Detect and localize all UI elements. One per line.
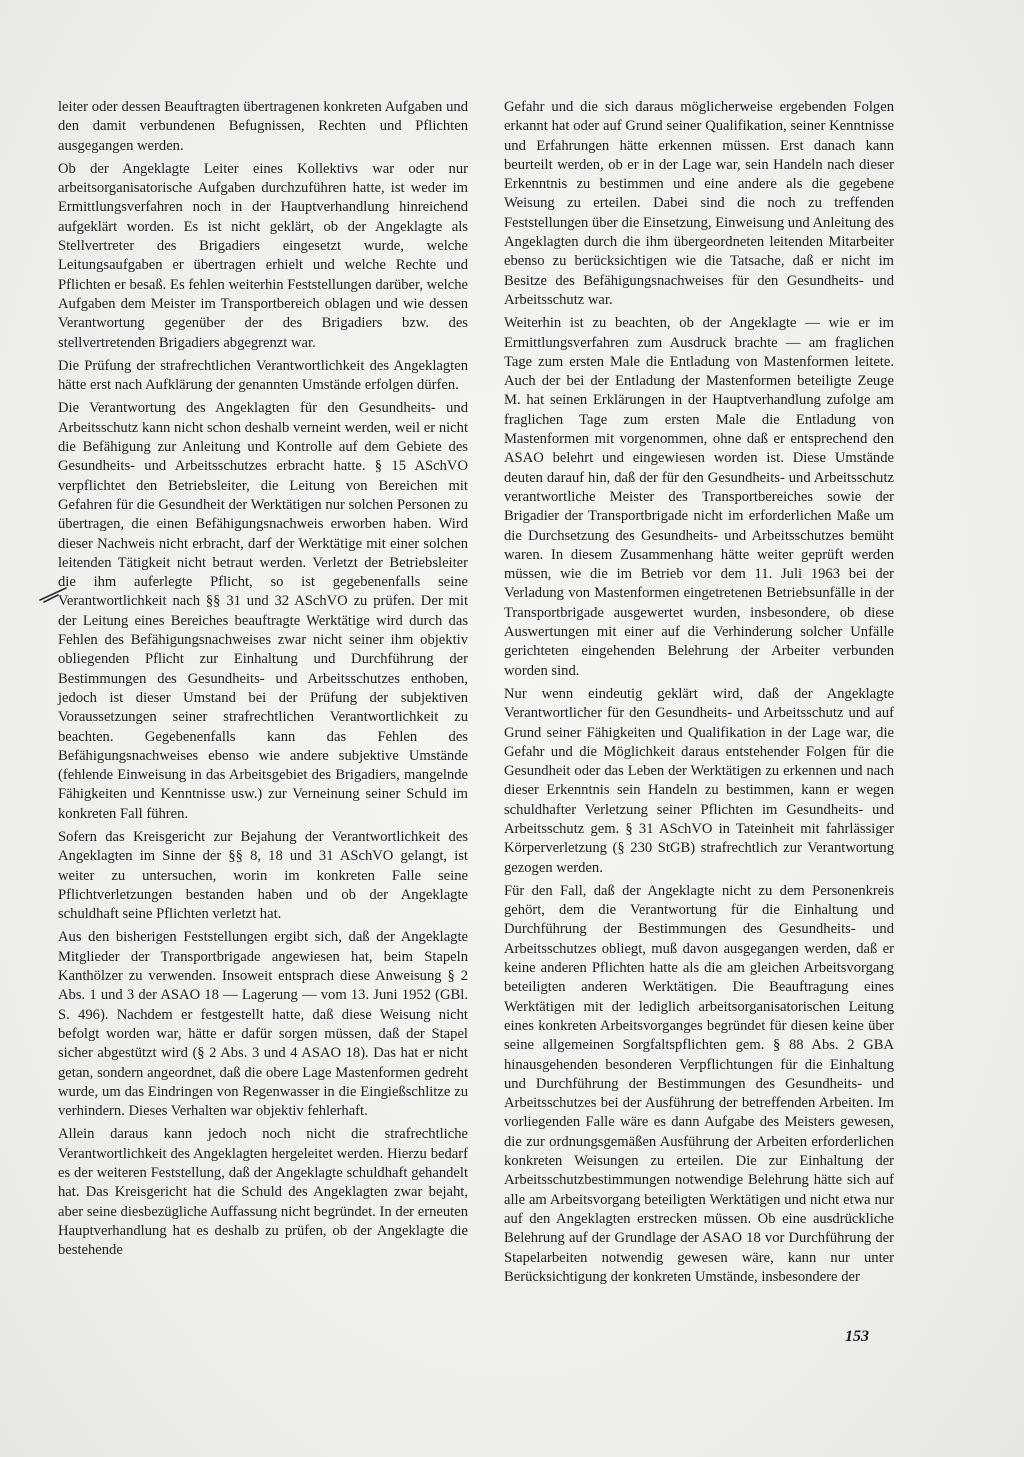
paragraph: Die Verantwortung des Angeklagten für den Gesundheits- und Arbeitsschutz kann nicht schon deshalb verneint werden, weil er nicht die Befähigung zur Anleitung und Kontrolle auf dem Gebiete des Gesundheits- und Arbeitsschutzes erbracht hatte. § 15 ASchVO verpflichtet den Betriebsleiter, die Leitung von Bereichen mit Gefahren für die Gesundheit der Werktätigen nur solchen Personen zu übertragen, die einen Befähigungsnachweis erworben haben. Wird dieser Nachweis nicht erbracht, darf der Werktätige mit einer solchen leitenden Tätigkeit nicht betraut werden. Verletzt der Betriebsleiter die ihm auferlegte Pflicht, so ist gegebenenfalls seine Verantwortlichkeit nach §§ 31 und 32 ASchVO zu prüfen. Der mit der Leitung eines Bereiches beauftragte Werktätige wird durch das Fehlen des Befähigungsnachweises zwar nicht seiner ihm objektiv obliegenden Pflicht zur Einhaltung und Durchführung der Bestimmungen des Gesundheits- und Arbeitsschutzes enthoben, jedoch ist dieser Umstand bei der Prüfung der subjektiven Voraussetzungen seiner strafrechtlichen Verantwortlichkeit zu beachten. Gegebenenfalls kann das Fehlen des Befähigungsnachweises ebenso wie andere subjektive Umstände (fehlende Einweisung in das Arbeitsgebiet des Brigadiers, mangelnde Fähigkeiten und Kenntnisse usw.) zur Verneinung seiner Schuld im konkreten Fall führen. [58,400,468,822]
page-number: 153 [845,1328,869,1345]
paragraph: Sofern das Kreisgericht zur Bejahung der Verantwortlichkeit des Angeklagten im Sinne der §§ 8, 18 und 31 ASchVO gelangt, ist weiter zu untersuchen, worin im konkreten Falle seine Pflichtverletzungen bestanden haben und ob der Angeklagte schuldhaft seine Pflichten verletzt hat. [58,828,468,923]
paragraph: Allein daraus kann jedoch noch nicht die strafrechtliche Verantwortlichkeit des Angeklagten hergeleitet werden. Hierzu bedarf es der weiteren Feststellung, daß der Angeklagte schuldhaft gehandelt hat. Das Kreisgericht hat die Schuld des Angeklagten zwar bejaht, aber seine diesbezügliche Auffassung nicht begründet. In der erneuten Hauptverhandlung hat es deshalb zu prüfen, ob der Angeklagte die bestehende [58,1126,468,1259]
paragraph: Weiterhin ist zu beachten, ob der Angeklagte — wie er im Ermittlungsverfahren zum Ausdruck brachte — am fraglichen Tage zum ersten Male die Entladung von Mastenformen leitete. Auch der bei der Entladung der Mastenformen beteiligte Zeuge M. hat seinen Erklärungen in der Hauptverhandlung zufolge am fraglichen Tage zum ersten Male die Entladung von Mastenformen mit vorgenommen, ohne daß er entsprechend den ASAO belehrt und eingewiesen worden ist. Diese Umstände deuten darauf hin, daß der für den Gesundheits- und Arbeitsschutz verantwortliche Meister des Transportbereiches sowie der Brigadier der Transportbrigade nicht im erforderlichen Maße um die Durchsetzung des Gesundheits- und Arbeitsschutzes bemüht waren. In diesem Zusammenhang hätte weiter geprüft werden müssen, wie die im Betrieb vor dem 11. Juli 1963 bei der Verladung von Mastenformen eingetretenen Betriebsunfälle in der Transportbrigade ausgewertet wurden, insbesondere, ob diese Auswertungen mit einer auf die Verhinderung solcher Unfälle gerichteten eingehenden Belehrung der Arbeiter verbunden worden sind. [504,315,894,679]
paragraph: leiter oder dessen Beauftragten übertragenen konkreten Aufgaben und den damit verbundenen Befugnissen, Rechten und Pflichten ausgegangen werden. [58,99,468,154]
pen-mark [38,585,68,605]
paragraph: Die Prüfung der strafrechtlichen Verantwortlichkeit des Angeklagten hätte erst nach Aufklärung der genannten Umstände erfolgen dürfen. [58,357,468,394]
paragraph: Für den Fall, daß der Angeklagte nicht zu dem Personenkreis gehört, dem die Verantwortung für die Einhaltung und Durchführung der Bestimmungen des Gesundheits- und Arbeitsschutzes obliegt, muß davon ausgegangen werden, daß er keine anderen Pflichten hatte als die am gleichen Arbeitsvorgang beteiligten anderen Werktätigen. Die Beauftragung eines Werktätigen mit der lediglich arbeitsorganisatorischen Leitung eines konkreten Arbeitsvorganges begründet für diesen keine über seine allgemeinen Sorgfaltspflichten gem. § 88 Abs. 2 GBA hinausgehenden besonderen Verpflichtungen für die Einhaltung und Durchführung der Bestimmungen des Gesundheits- und Arbeitsschutzes bei der Ausführung der betreffenden Arbeiten. Im vorliegenden Falle wäre es dann Aufgabe des Meisters gewesen, die zur ordnungsgemäßen Ausführung der Arbeiten erforderlichen konkreten Weisungen zu erteilen. Die zur Einhaltung der Arbeitsschutzbestimmungen notwendige Belehrung hätte sich auf alle am Arbeitsvorgang beteiligten Werktätigen und nicht etwa nur auf den Angeklagten erstrecken müssen. Ob eine ausdrückliche Belehrung auf der Grundlage der ASAO 18 vor Durchführung der Stapelarbeiten notwendig gewesen wäre, kann nur unter Berücksichtigung der konkreten Umstände, insbesondere der [504,882,894,1285]
paragraph: Gefahr und die sich daraus möglicherweise ergebenden Folgen erkannt hat oder auf Grund seiner Qualifikation, seiner Kenntnisse und Erfahrungen hätte erkennen müssen. Erst danach kann beurteilt werden, ob er in der Lage war, sein Handeln nach dieser Erkenntnis zu bestimmen und eine andere als die gegebene Weisung zu erteilen. Dabei sind die noch zu treffenden Feststellungen über die Einsetzung, Einweisung und Anleitung des Angeklagten durch die ihm übergeordneten leitenden Mitarbeiter ebenso zu berücksichtigen wie die Tatsache, daß er nicht im Besitze des Befähigungsnachweises für den Gesundheits- und Arbeitsschutz war. [504,99,894,308]
right-column [504,98,894,1291]
paragraph: Aus den bisherigen Feststellungen ergibt sich, daß der Angeklagte Mitglieder der Transportbrigade angewiesen hat, beim Stapeln Kanthölzer zu verwenden. Insoweit entsprach diese Anweisung § 2 Abs. 1 und 3 der ASAO 18 — Lagerung — vom 13. Juni 1952 (GBl. S. 496). Nachdem er festgestellt hatte, daß diese Weisung nicht befolgt worden war, hätte er dafür sorgen müssen, daß der Stapel sicher abgestützt wird (§ 2 Abs. 3 und 4 ASAO 18). Das hat er nicht getan, sondern angeordnet, daß die obere Lage Mastenformen gedreht wurde, um das Eindringen von Regenwasser in die Eingießschlitze zu verhindern. Dieses Verhalten war objektiv fehlerhaft. [58,929,468,1120]
paragraph: Ob der Angeklagte Leiter eines Kollektivs war oder nur arbeitsorganisatorische Aufgaben durchzuführen hatte, ist weder im Ermittlungsverfahren noch in der Hauptverhandlung hinreichend aufgeklärt worden. Es ist nicht geklärt, ob der Angeklagte als Stellvertreter des Brigadiers eingesetzt wurde, welche Leitungsaufgaben er übertragen erhielt und welche Rechte und Pflichten er besaß. Es fehlen weiterhin Feststellungen darüber, welche Aufgaben dem Meister im Transportbereich oblagen und wie dessen Verantwortung gegenüber der des Brigadiers bzw. des stellvertretenden Brigadiers abgegrenzt war. [58,160,468,351]
paragraph: Nur wenn eindeutig geklärt wird, daß der Angeklagte Verantwortlicher für den Gesundheits- und Arbeitsschutz und auf Grund seiner Fähigkeiten und Qualifikation in der Lage war, die Gefahr und die Möglichkeit daraus entstehender Folgen für die Gesundheit oder das Leben der Werktätigen zu erkennen und nach dieser Erkenntnis sein Handeln zu bestimmen, kann er wegen schuldhafter Verletzung seiner Pflichten im Gesundheits- und Arbeitsschutz gem. § 31 ASchVO in Tateinheit mit fahrlässiger Körperverletzung (§ 230 StGB) strafrechtlich zur Verantwortung gezogen werden. [504,685,894,876]
left-column [58,98,468,1265]
